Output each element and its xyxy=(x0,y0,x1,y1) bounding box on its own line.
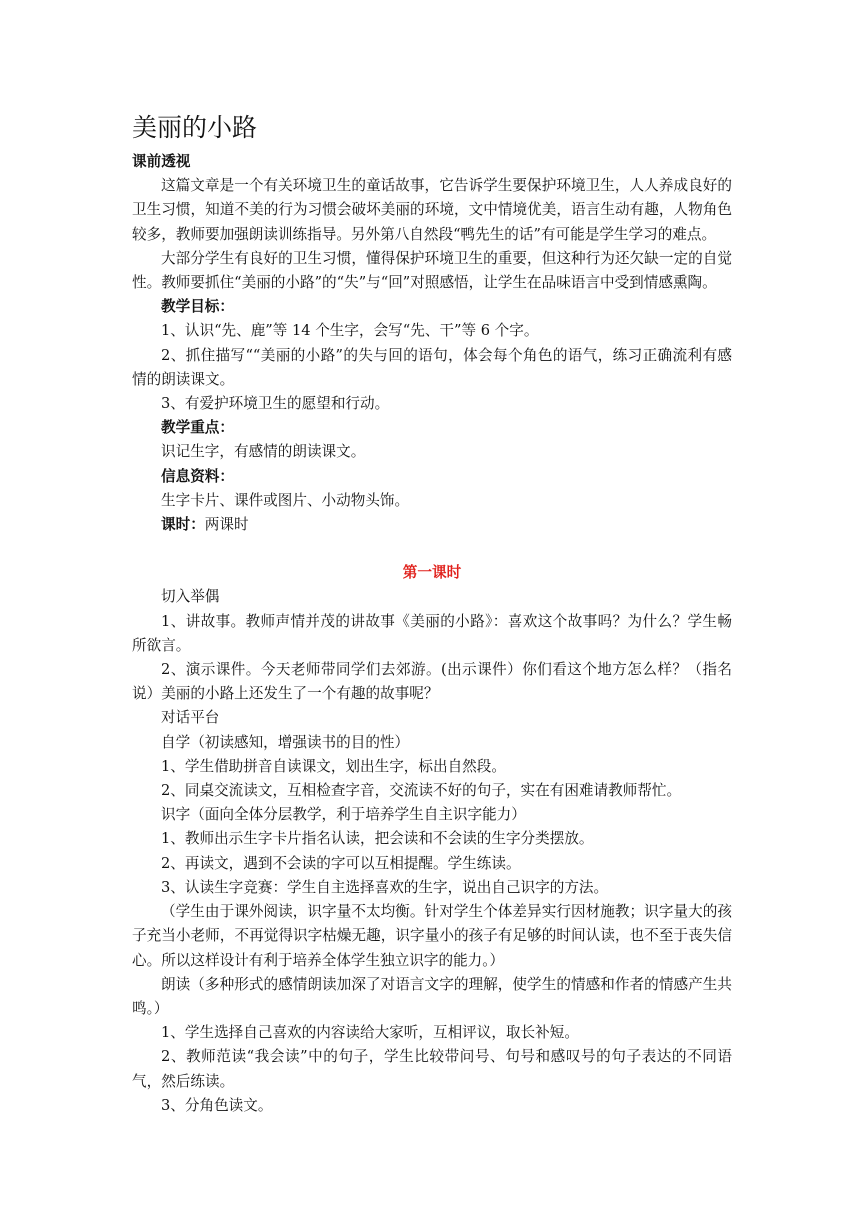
document-page xyxy=(132,108,732,1118)
goal-3: 3、有爱护环境卫生的愿望和行动。 xyxy=(161,395,390,413)
lesson1-heading: 第一课时 xyxy=(402,564,462,582)
self-study-heading: 自学（初读感知，增强读书的目的性） xyxy=(161,733,410,751)
document-title: 美丽的小路 xyxy=(132,113,258,142)
literacy-3: 3、认读生字竞赛：学生自主选择喜欢的生字，说出自己识字的方法。 xyxy=(161,878,609,896)
goal-1: 1、认识“先、鹿”等 14 个生字，会写“先、干”等 6 个字。 xyxy=(161,322,539,340)
preview-heading: 课前透视 xyxy=(132,153,191,170)
info-text: 生字卡片、课件或图片、小动物头饰。 xyxy=(161,491,410,509)
reading-2: 2、教师范读“我会读”中的句子，学生比较带问号、句号和感叹号的句子表达的不同语气，然后练读。 xyxy=(132,1048,732,1090)
key-heading: 教学重点： xyxy=(161,419,234,437)
reading-3: 3、分角色读文。 xyxy=(161,1096,273,1114)
literacy-1: 1、教师出示生字卡片指名认读，把会读和不会读的生字分类摆放。 xyxy=(161,830,594,848)
intro-1: 1、讲故事。教师声情并茂的讲故事《美丽的小路》：喜欢这个故事吗？为什么？学生畅所欲言。 xyxy=(132,612,732,654)
literacy-heading: 识字（面向全体分层教学，利于培养学生自主识字能力） xyxy=(161,806,526,824)
period-label: 课时： xyxy=(161,516,205,534)
goal-2: 2、抓住描写““美丽的小路”的失与回的语句，体会每个角色的语气，练习正确流利有感情的朗读课文。 xyxy=(132,346,732,388)
period-value: 两课时 xyxy=(204,516,249,534)
self-study-2: 2、同桌交流读文，互相检查字音，交流读不好的句子，实在有困难请教师帮忙。 xyxy=(161,782,682,800)
key-text: 识记生字，有感情的朗读课文。 xyxy=(161,443,366,461)
preview-paragraph-1: 这篇文章是一个有关环境卫生的童话故事，它告诉学生要保护环境卫生，人人养成良好的卫生习惯，知道不美的行为习惯会破坏美丽的环境，文中情境优美，语言生动有趣，人物角色较多，教师要加强朗读训练指导。另外第八自然段“鸭先生的话”有可能是学生学习的难点。 xyxy=(132,177,732,243)
intro-heading: 切入举偶 xyxy=(161,588,220,606)
dialogue-heading: 对话平台 xyxy=(161,709,220,727)
literacy-2: 2、再读文，遇到不会读的字可以互相提醒。学生练读。 xyxy=(161,854,521,872)
period-line xyxy=(132,513,732,537)
literacy-note: （学生由于课外阅读，识字量不太均衡。针对学生个体差异实行因材施教；识字量大的孩子充当小老师，不再觉得识字枯燥无趣，识字量小的孩子有足够的时间认读，也不至于丧失信心。所以这样设计有利于培养全体学生独立识字的能力。） xyxy=(132,903,732,969)
spacer xyxy=(132,537,732,561)
goals-heading: 教学目标： xyxy=(161,298,234,316)
self-study-1: 1、学生借助拼音自读课文，划出生字，标出自然段。 xyxy=(161,757,506,775)
info-heading: 信息资料： xyxy=(161,467,234,485)
preview-paragraph-2: 大部分学生有良好的卫生习惯，懂得保护环境卫生的重要，但这种行为还欠缺一定的自觉性。教师要抓住“美丽的小路”的“失”与“回”对照感悟，让学生在品味语言中受到情感熏陶。 xyxy=(132,249,732,292)
reading-1: 1、学生选择自己喜欢的内容读给大家听，互相评议，取长补短。 xyxy=(161,1024,579,1042)
intro-2: 2、演示课件。今天老师带同学们去郊游。(出示课件）你们看这个地方怎么样？（指名说）美丽的小路上还发生了一个有趣的故事呢？ xyxy=(132,661,732,703)
reading-heading: 朗读（多种形式的感情朗读加深了对语言文字的理解，使学生的情感和作者的情感产生共鸣。） xyxy=(132,975,732,1017)
